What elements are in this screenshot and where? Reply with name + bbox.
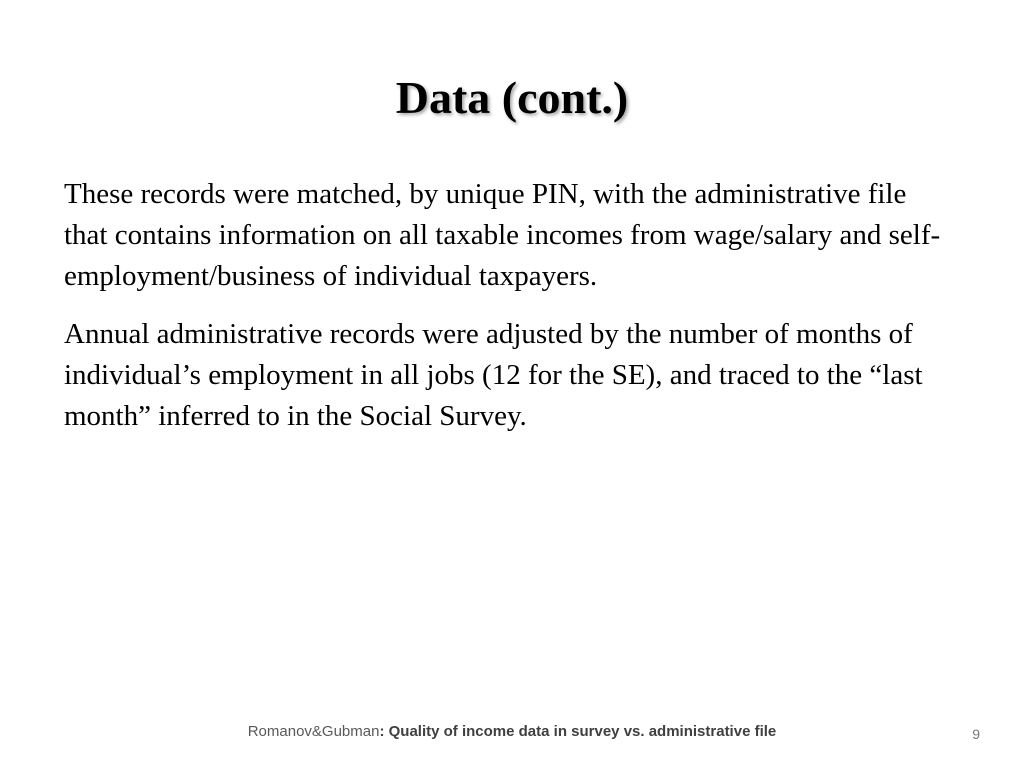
slide-body	[64, 174, 944, 454]
footer-title: Quality of income data in survey vs. administrative file	[388, 723, 777, 740]
paragraph-1: These records were matched, by unique PIN, with the administrative file that contains information on all taxable incomes from wage/salary and self-employment/business of individual taxpayers.	[64, 178, 941, 292]
slide-title: Data (cont.)	[395, 72, 629, 123]
footer-authors: Romanov&Gubman	[247, 723, 380, 740]
page-number: 9	[972, 726, 980, 742]
paragraph-2: Annual administrative records were adjusted by the number of months of individual’s employment in all jobs (12 for the SE), and traced to the “last month” inferred to in the Social Survey.	[64, 318, 923, 432]
footer-separator: :	[379, 723, 389, 740]
slide-footer	[0, 720, 1024, 744]
